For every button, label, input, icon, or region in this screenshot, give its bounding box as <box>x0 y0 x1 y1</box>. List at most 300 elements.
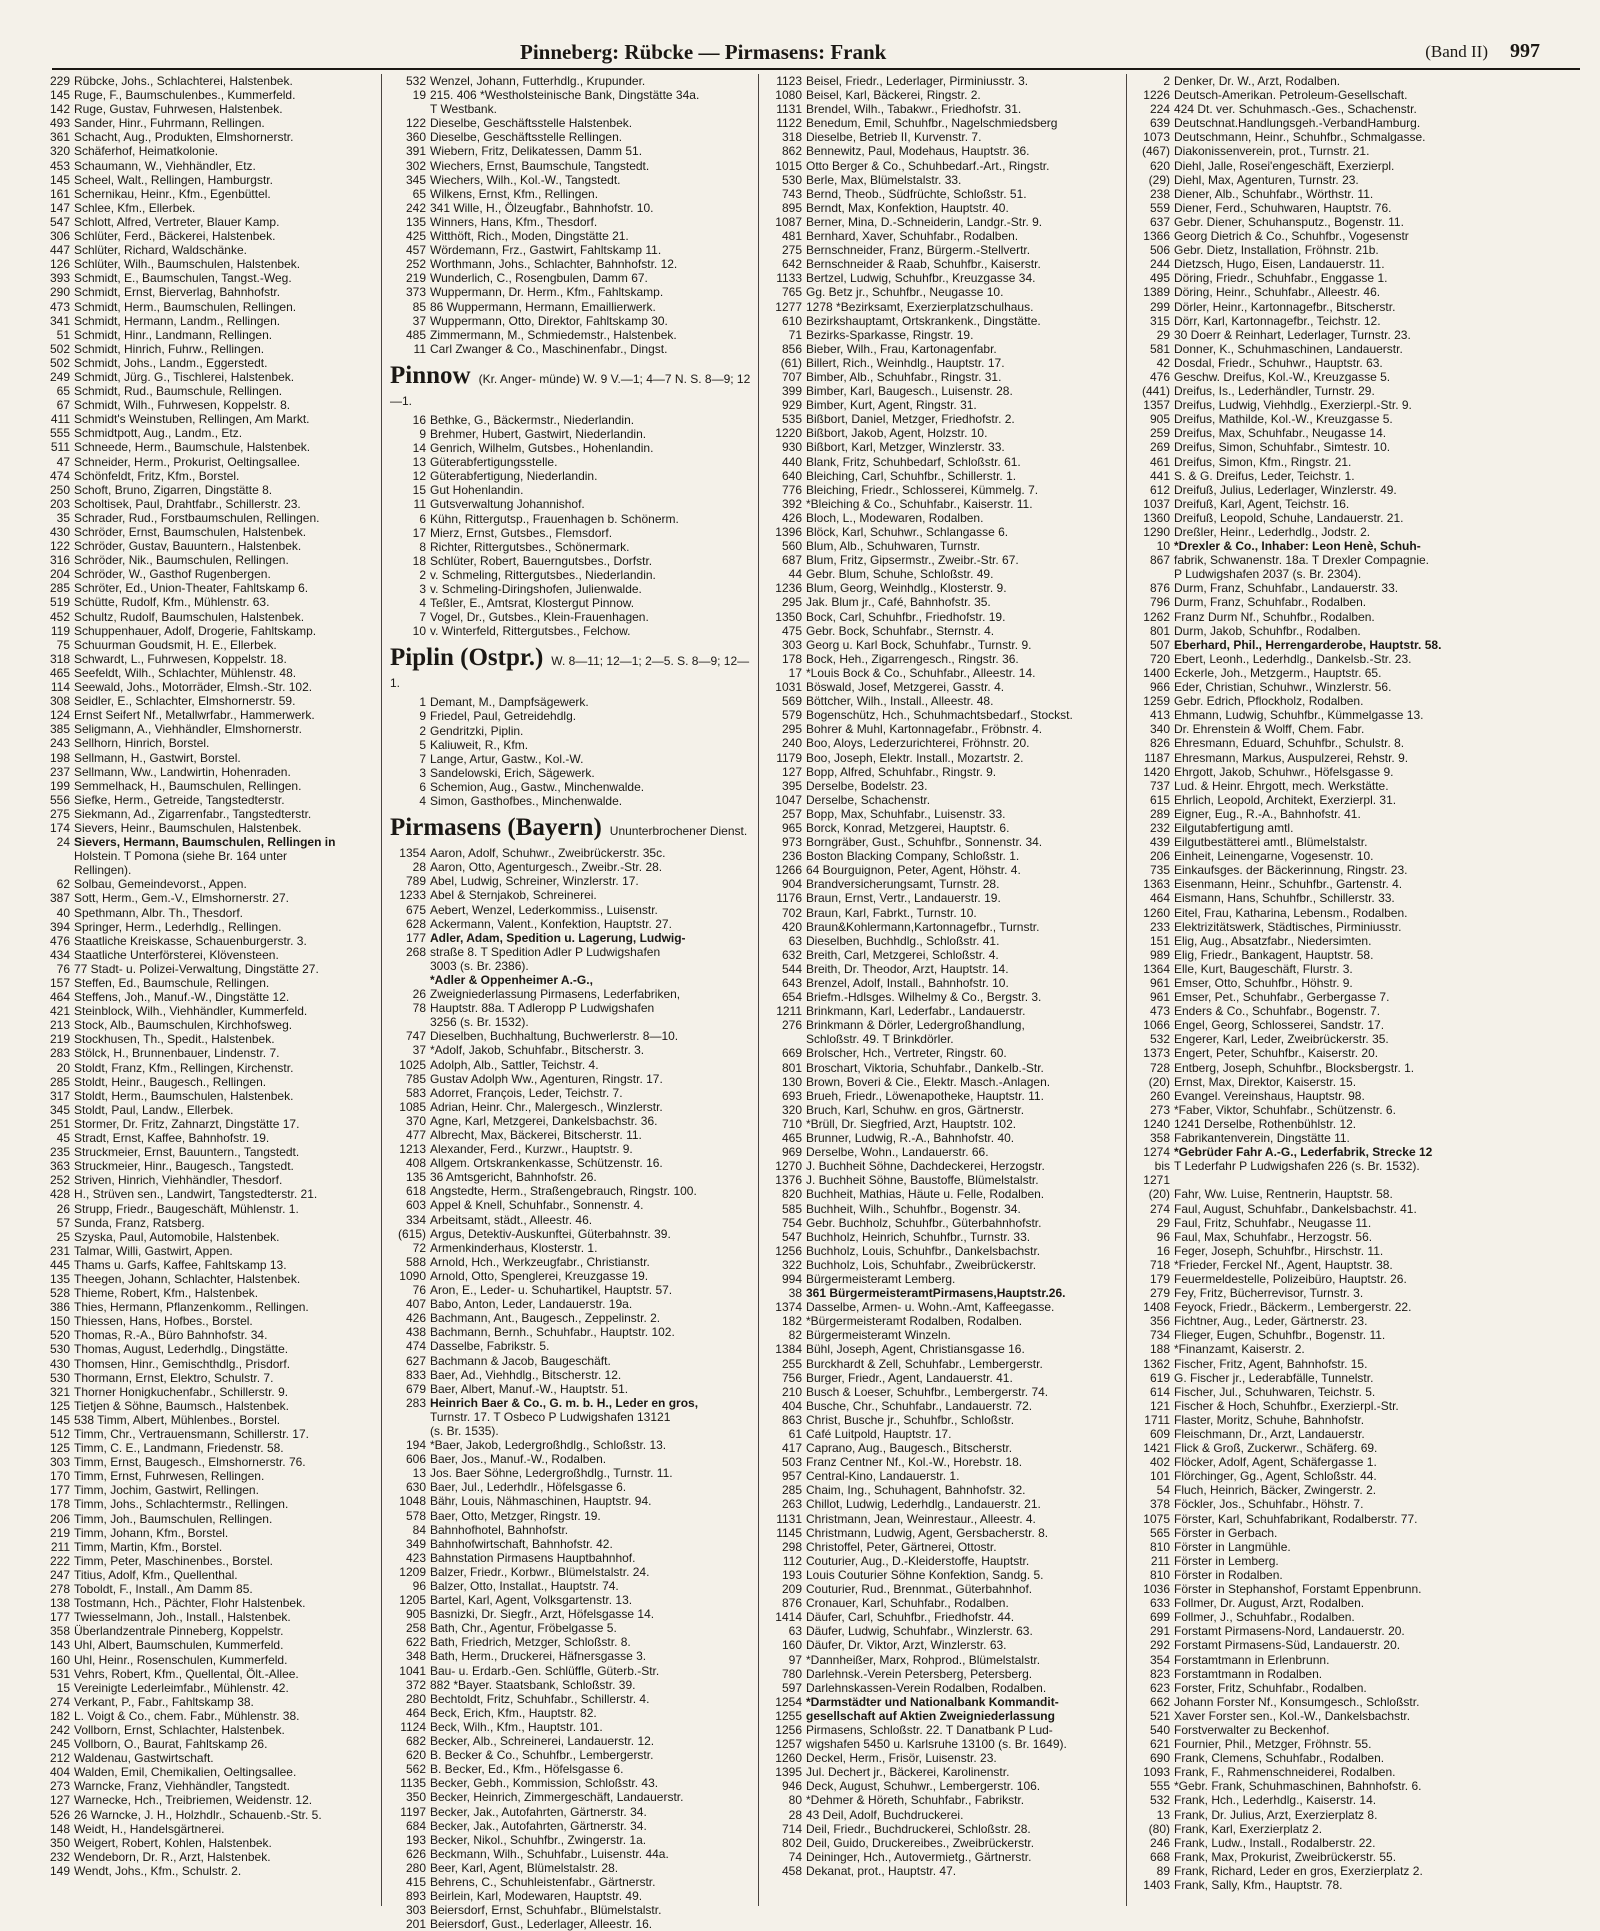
directory-entry <box>386 709 754 723</box>
phone-number: 182 <box>49 1708 70 1723</box>
phone-number: 135 <box>49 1271 70 1286</box>
directory-entry <box>30 1441 376 1455</box>
directory-entry <box>386 1086 754 1100</box>
phone-number: 1197 <box>400 1804 426 1819</box>
directory-entry <box>762 1624 1122 1638</box>
entry-text: Braun&Kohlermann,Kartonnagefbr., Turnstr. <box>806 919 1040 934</box>
phone-number: 57 <box>56 1215 70 1230</box>
phone-number: 1256 <box>775 1722 802 1737</box>
directory-entry <box>386 1819 754 1833</box>
phone-number: 801 <box>781 1060 802 1075</box>
entry-text: Timm, C. E., Landmann, Friedenstr. 58. <box>74 1441 284 1456</box>
directory-entry <box>1130 1737 1506 1751</box>
directory-entry <box>386 1198 754 1212</box>
phone-number: 618 <box>405 1184 426 1199</box>
phone-number: 1213 <box>399 1142 426 1157</box>
phone-number: 243 <box>49 736 70 751</box>
entry-text: Jak. Blum jr., Café, Bahnhofstr. 35. <box>806 595 991 610</box>
entry-text: Feuermeldestelle, Polizeibüro, Hauptstr. 26. <box>1174 1271 1407 1286</box>
directory-entry <box>1130 948 1506 962</box>
directory-entry <box>762 1793 1122 1807</box>
entry-text: Beer, Karl, Agent, Blümelstalstr. 28. <box>430 1860 619 1875</box>
phone-number: 1220 <box>775 426 802 441</box>
phone-number: 765 <box>781 285 802 300</box>
directory-entry <box>1130 1300 1506 1314</box>
entry-text: Schrader, Rud., Forstbaumschulen, Rellingen. <box>74 510 320 525</box>
entry-text: Bezirks-Sparkasse, Ringstr. 19. <box>806 327 974 342</box>
directory-entry <box>30 708 376 722</box>
entry-text: Forstamtmann in Rodalben. <box>1174 1666 1323 1681</box>
entry-text: Brunner, Ludwig, R.-A., Bahnhofstr. 40. <box>806 1131 1015 1146</box>
directory-entry <box>762 1455 1122 1469</box>
entry-text: Sunda, Franz, Ratsberg. <box>74 1215 205 1230</box>
entry-text: Brinkmann & Dörler, Ledergroßhandlung, <box>806 1018 1025 1033</box>
phone-number: 361 <box>49 130 70 145</box>
directory-entry <box>1130 1540 1506 1554</box>
phone-number: 20 <box>56 1060 70 1075</box>
phone-number: 402 <box>1149 1455 1170 1470</box>
directory-entry <box>762 863 1122 877</box>
phone-number: 295 <box>781 722 802 737</box>
phone-number: 632 <box>781 947 802 962</box>
phone-number: 404 <box>781 1398 802 1413</box>
directory-entry <box>762 1497 1122 1511</box>
entry-text: Otto Berger & Co., Schuhbedarf.-Art., Ringstr. <box>806 158 1050 173</box>
directory-entry <box>30 370 376 384</box>
directory-entry <box>762 159 1122 173</box>
entry-text: Appel & Knell, Schuhfabr., Sonnenstr. 4. <box>430 1198 644 1213</box>
directory-entry <box>1130 976 1506 990</box>
entry-text: Diehl, Jalle, Rosei'engeschäft, Exerzierpl. <box>1174 158 1395 173</box>
phone-number: 457 <box>405 243 426 258</box>
entry-text: Dörr, Karl, Kartonnagefbr., Teichstr. 12. <box>1174 313 1381 328</box>
entry-text: Benedum, Emil, Schuhfbr., Nagelschmiedsberg <box>806 116 1058 131</box>
directory-entry <box>386 794 754 808</box>
entry-text: Timm, Johs., Schlachtermstr., Rellingen. <box>74 1497 289 1512</box>
directory-entry <box>762 497 1122 511</box>
phone-number: 378 <box>1149 1497 1170 1512</box>
entry-text: *Finanzamt, Kaiserstr. 2. <box>1174 1342 1305 1357</box>
entry-text: Christmann, Jean, Weinrestaur., Alleestr. 4. <box>806 1511 1036 1526</box>
phone-number: 929 <box>781 398 802 413</box>
entry-text: Steffen, Ed., Baumschule, Rellingen. <box>74 976 270 990</box>
entry-text: Schröter, Ed., Union-Theater, Fahltskamp 6. <box>74 581 309 596</box>
directory-entry <box>1130 751 1506 765</box>
directory-entry <box>30 1526 376 1540</box>
phone-number: 13 <box>1156 1807 1170 1822</box>
directory-entry <box>762 1230 1122 1244</box>
phone-number: 930 <box>781 440 802 455</box>
entry-text: Schloßstr. 49. T Brinkdörler. <box>806 1032 954 1047</box>
phone-number: 232 <box>1149 820 1170 835</box>
entry-text: Timm, Chr., Vertrauensmann, Schillerstr. 17. <box>74 1427 309 1441</box>
directory-entry <box>1130 652 1506 666</box>
phone-number: 276 <box>781 1018 802 1033</box>
entry-text: Entberg, Joseph, Schuhfbr., Blocksbergstr. 1. <box>1174 1060 1415 1075</box>
entry-text: Aron, E., Leder- u. Schuhartikel, Hauptstr. 57. <box>430 1283 673 1298</box>
directory-entry <box>386 1325 754 1339</box>
directory-entry <box>762 426 1122 440</box>
directory-entry <box>762 1018 1122 1032</box>
entry-text: Dieselben, Buchhaltung, Buchwerlerstr. 8—10. <box>430 1029 679 1044</box>
phone-number: 259 <box>1149 426 1170 441</box>
phone-number: 174 <box>49 820 70 835</box>
entry-text: Eilgutabfertigung amtl. <box>1174 820 1294 835</box>
directory-entry <box>1130 1568 1506 1582</box>
phone-number: 946 <box>781 1779 802 1794</box>
phone-number: 1211 <box>776 1004 802 1019</box>
entry-text: Couturier, Rud., Brennmat., Güterbahnhof. <box>806 1582 1033 1597</box>
directory-entry <box>762 1187 1122 1201</box>
directory-entry <box>1130 1202 1506 1216</box>
phone-number: 820 <box>781 1187 802 1202</box>
entry-text: wigshafen 5450 u. Karlsruhe 13100 (s. Br. 1649). <box>806 1737 1067 1752</box>
entry-text: Eder, Christian, Schuhwr., Winzlerstr. 56. <box>1174 680 1392 695</box>
entry-text: Argus, Detektiv-Auskunftei, Güterbahnstr. 39. <box>430 1226 671 1241</box>
directory-entry <box>1130 1413 1506 1427</box>
phone-number: 1124 <box>400 1719 426 1734</box>
phone-number: 1073 <box>1143 130 1170 145</box>
entry-text: Geschw. Dreifus, Kol.-W., Kreuzgasse 5. <box>1174 369 1391 384</box>
directory-entry <box>762 1695 1122 1709</box>
directory-entry <box>762 1342 1122 1356</box>
directory-entry <box>762 1032 1122 1046</box>
entry-text: Wiechers, Ernst, Baumschule, Tangstedt. <box>430 158 650 173</box>
directory-entry <box>762 1836 1122 1850</box>
phone-number: 512 <box>49 1427 70 1441</box>
phone-number: 235 <box>49 1145 70 1160</box>
phone-number: 363 <box>49 1159 70 1174</box>
directory-entry <box>386 173 754 187</box>
entry-text: Deil, Friedr., Buchdruckerei, Schloßstr. 28. <box>806 1821 1031 1836</box>
phone-number: 439 <box>1149 835 1170 850</box>
directory-entry <box>1130 144 1506 158</box>
phone-number: 61 <box>788 1427 802 1441</box>
phone-number: 1363 <box>1143 877 1170 892</box>
directory-entry <box>30 426 376 440</box>
directory-entry <box>386 1255 754 1269</box>
phone-number: 263 <box>781 1497 802 1512</box>
phone-number: 1374 <box>775 1300 802 1315</box>
phone-number: 233 <box>1149 919 1170 934</box>
phone-number: 26 <box>56 1201 70 1216</box>
directory-entry <box>30 102 376 116</box>
phone-number: (80) <box>1148 1821 1170 1836</box>
entry-text: Bachmann & Jacob, Baugeschäft. <box>430 1353 611 1368</box>
directory-entry <box>1130 1004 1506 1018</box>
phone-number: 1240 <box>1143 1116 1170 1131</box>
directory-entry <box>386 610 754 624</box>
entry-text: *Brüll, Dr. Siegfried, Arzt, Hauptstr. 102. <box>806 1116 1017 1131</box>
directory-entry <box>762 948 1122 962</box>
directory-entry <box>762 1667 1122 1681</box>
entry-text: Evangel. Vereinshaus, Hauptstr. 98. <box>1174 1088 1365 1103</box>
directory-entry <box>386 582 754 596</box>
phone-number: 392 <box>781 496 802 511</box>
phone-number: 581 <box>1149 341 1170 356</box>
entry-text: Durm, Franz, Schuhfabr., Landauerstr. 33. <box>1174 581 1399 596</box>
phone-number: 251 <box>49 1116 70 1131</box>
phone-number: 627 <box>405 1353 426 1368</box>
entry-text: Uhl, Albert, Baumschulen, Kummerfeld. <box>74 1638 284 1653</box>
entry-text: Baer, Otto, Metzger, Ringstr. 19. <box>430 1508 601 1523</box>
entry-text: Durm, Jakob, Schuhfbr., Rodalben. <box>1174 623 1361 638</box>
phone-number: 257 <box>781 806 802 821</box>
phone-number: 127 <box>49 1793 70 1808</box>
entry-text: Sandelowski, Erich, Sägewerk. <box>430 765 595 780</box>
phone-number: 530 <box>49 1342 70 1357</box>
directory-entry <box>386 945 754 959</box>
phone-number: 1400 <box>1143 665 1170 680</box>
entry-text: Thomas, August, Lederhdlg., Dingstätte. <box>74 1342 289 1357</box>
page-title: Pinneberg: Rübcke — Pirmasens: Frank <box>520 40 887 64</box>
directory-entry <box>30 173 376 187</box>
phone-number: 204 <box>49 567 70 582</box>
entry-text: Rellingen). <box>74 863 132 878</box>
phone-number: 528 <box>49 1286 70 1301</box>
entry-text: Bopp, Alfred, Schuhfabr., Ringstr. 9. <box>806 764 997 779</box>
entry-text: Berle, Max, Blümelstalstr. 33. <box>806 172 962 187</box>
directory-entry <box>30 1836 376 1850</box>
phone-number: 15 <box>412 483 426 498</box>
directory-entry <box>30 807 376 821</box>
phone-number: 178 <box>781 651 802 666</box>
entry-text: Witthöft, Rich., Moden, Dingstätte 21. <box>430 229 629 244</box>
directory-entry <box>386 1114 754 1128</box>
entry-text: Bahnstation Pirmasens Hauptbahnhof. <box>430 1550 636 1565</box>
phone-number: 209 <box>781 1582 802 1597</box>
phone-number: 242 <box>405 200 426 215</box>
directory-entry <box>1130 610 1506 624</box>
phone-number: 789 <box>405 874 426 889</box>
directory-entry <box>386 888 754 902</box>
entry-text: Becker, Heinrich, Zimmergeschäft, Landauerstr. <box>430 1790 684 1805</box>
directory-entry <box>386 413 754 427</box>
phone-number: 904 <box>781 877 802 892</box>
directory-entry <box>1130 1103 1506 1117</box>
directory-entry <box>762 610 1122 624</box>
entry-text: Zimmermann, M., Schmiedemstr., Halstenbek. <box>430 327 677 342</box>
directory-entry <box>1130 342 1506 356</box>
phone-number: 130 <box>781 1074 802 1089</box>
directory-entry <box>1130 215 1506 229</box>
directory-entry <box>1130 821 1506 835</box>
phone-number: 273 <box>49 1779 70 1794</box>
phone-number: 1357 <box>1143 398 1170 413</box>
entry-text: Bartel, Karl, Agent, Volksgartenstr. 13. <box>430 1593 633 1608</box>
directory-entry <box>762 1399 1122 1413</box>
directory-entry <box>30 469 376 483</box>
phone-number: 495 <box>1149 271 1170 286</box>
directory-entry <box>1130 1455 1506 1469</box>
phone-number: 428 <box>49 1187 70 1202</box>
entry-text: Forstamt Pirmasens-Süd, Landauerstr. 20. <box>1174 1638 1401 1653</box>
phone-number: 303 <box>781 637 802 652</box>
phone-number: 597 <box>781 1680 802 1695</box>
entry-text: Schmidt, Johs., Landm., Eggerstedt. <box>74 355 268 370</box>
phone-number: 441 <box>1149 468 1170 483</box>
directory-entry <box>762 976 1122 990</box>
directory-entry <box>1130 159 1506 173</box>
directory-entry <box>386 1480 754 1494</box>
directory-entry <box>386 874 754 888</box>
entry-text: Förster, Karl, Schuhfabrikant, Rodalberstr. 77. <box>1174 1511 1418 1526</box>
phone-number: 7 <box>419 751 426 766</box>
phone-number: 823 <box>1149 1666 1170 1681</box>
entry-text: Frank, Sally, Kfm., Hauptstr. 78. <box>1174 1878 1343 1892</box>
phone-number: 1226 <box>1143 88 1170 103</box>
phone-number: 473 <box>1149 1004 1170 1019</box>
section-heading <box>390 814 754 842</box>
entry-text: Stradt, Ernst, Kaffee, Bahnhofstr. 19. <box>74 1131 270 1146</box>
entry-text: Xaver Forster sen., Kol.-W., Dankelsbachstr. <box>1174 1708 1411 1723</box>
phone-number: 1414 <box>775 1610 802 1625</box>
phone-number: 615 <box>1149 792 1170 807</box>
phone-number: 269 <box>1149 440 1170 455</box>
entry-text: Bruch, Karl, Schuhw. en gros, Gärtnerstr. <box>806 1102 1025 1117</box>
phone-number: 240 <box>781 736 802 751</box>
directory-entry <box>762 511 1122 525</box>
directory-entry <box>386 1635 754 1649</box>
phone-number: 1266 <box>775 863 802 878</box>
entry-text: Däufer, Carl, Schuhfbr., Friedhofstr. 44. <box>806 1610 1015 1625</box>
directory-entry <box>386 568 754 582</box>
directory-entry <box>30 300 376 314</box>
entry-text: Schmidt, E., Baumschulen, Tangst.-Weg. <box>74 271 292 286</box>
entry-text: Denker, Dr. W., Arzt, Rodalben. <box>1174 74 1341 88</box>
phone-number: 76 <box>412 1283 426 1298</box>
phone-number: 386 <box>49 1300 70 1315</box>
directory-entry <box>30 1258 376 1272</box>
entry-text: Franz Centner Nf., Kol.-W., Horebstr. 18. <box>806 1455 1023 1470</box>
directory-entry <box>386 257 754 271</box>
phone-number: 743 <box>781 186 802 201</box>
phone-number: 408 <box>405 1156 426 1171</box>
entry-text: fabrik, Schwanenstr. 18a. T Drexler Compagnie. <box>1174 553 1430 568</box>
phone-number: 350 <box>405 1790 426 1805</box>
phone-number: 623 <box>1149 1680 1170 1695</box>
phone-number: 194 <box>405 1438 426 1453</box>
phone-number: 1277 <box>775 299 802 314</box>
directory-entry <box>386 931 754 945</box>
phone-number: 28 <box>788 1807 802 1822</box>
entry-text: Diener, Ferd., Schuhwaren, Hauptstr. 76. <box>1174 200 1392 215</box>
phone-number: 29 <box>1156 327 1170 342</box>
directory-entry <box>386 285 754 299</box>
directory-entry <box>386 159 754 173</box>
directory-entry <box>386 1156 754 1170</box>
directory-entry <box>30 1328 376 1342</box>
entry-text: Wiebern, Fritz, Delikatessen, Damm 51. <box>430 144 643 159</box>
entry-text: Schultz, Rudolf, Baumschulen, Halstenbek. <box>74 609 305 624</box>
entry-text: Föckler, Jos., Schuhfabr., Höhstr. 7. <box>1174 1497 1364 1512</box>
directory-entry <box>30 1061 376 1075</box>
entry-text: Kühn, Rittergutsp., Frauenhagen b. Schönerm. <box>430 511 679 526</box>
column-divider <box>1126 74 1127 1906</box>
phone-number: 358 <box>49 1624 70 1639</box>
directory-entry <box>386 1142 754 1156</box>
entry-text: Däufer, Dr. Viktor, Arzt, Winzlerstr. 63. <box>806 1638 1007 1653</box>
directory-entry <box>386 88 754 102</box>
entry-text: Bock, Heh., Zigarrengesch., Ringstr. 36. <box>806 651 1019 666</box>
phone-number: 588 <box>405 1254 426 1269</box>
entry-text: Forstamtmann in Erlenbrunn. <box>1174 1652 1330 1667</box>
directory-entry <box>1130 1061 1506 1075</box>
entry-text: 64 Bourguignon, Peter, Agent, Höhstr. 4. <box>806 863 1021 878</box>
entry-text: *Darmstädter und Nationalbank Kommandit- <box>806 1694 1059 1709</box>
directory-entry <box>762 440 1122 454</box>
phone-number: 520 <box>49 1328 70 1343</box>
phone-number: 6 <box>419 511 426 526</box>
directory-entry <box>1130 1878 1506 1892</box>
directory-entry <box>1130 1723 1506 1737</box>
entry-text: Bürgermeisteramt Winzeln. <box>806 1328 951 1343</box>
phone-number: 555 <box>1149 1779 1170 1794</box>
phone-number: 316 <box>49 553 70 568</box>
entry-text: Buchholz, Heinrich, Schuhfbr., Turnstr. 33. <box>806 1229 1031 1244</box>
phone-number: 285 <box>781 1483 802 1498</box>
directory-entry <box>1130 1667 1506 1681</box>
entry-text: Schmidt, Hinr., Landmann, Rellingen. <box>74 327 273 342</box>
entry-text: 30 Doerr & Reinhart, Lederlager, Turnstr. 23. <box>1174 327 1411 342</box>
phone-number: 219 <box>49 1525 70 1540</box>
phone-number: 112 <box>782 1553 802 1568</box>
directory-entry <box>762 1357 1122 1371</box>
phone-number: 521 <box>1149 1708 1170 1723</box>
phone-number: 1254 <box>775 1694 802 1709</box>
entry-text: Bißbort, Daniel, Metzger, Friedhofstr. 2. <box>806 412 1015 427</box>
phone-number: 302 <box>405 158 426 173</box>
directory-entry <box>1130 1709 1506 1723</box>
phone-number: 268 <box>405 944 426 959</box>
phone-number: 609 <box>1149 1427 1170 1441</box>
phone-number: 63 <box>788 933 802 948</box>
directory-entry <box>762 285 1122 299</box>
directory-entry <box>30 1103 376 1117</box>
phone-number: 8 <box>419 539 426 554</box>
phone-number: 4 <box>419 596 426 611</box>
phone-number: 1257 <box>775 1737 802 1752</box>
directory-entry <box>1130 1596 1506 1610</box>
entry-text: Brehmer, Hubert, Gastwirt, Niederlandin. <box>430 426 647 441</box>
entry-text: Café Luitpold, Hauptstr. 17. <box>806 1427 952 1441</box>
phone-number: 544 <box>781 961 802 976</box>
directory-entry <box>1130 1554 1506 1568</box>
entry-text: Strupp, Friedr., Baugeschäft, Mühlenstr. 1. <box>74 1201 299 1216</box>
directory-entry <box>30 1723 376 1737</box>
phone-number: 610 <box>781 313 802 328</box>
entry-text: Sellmann, H., Gastwirt, Borstel. <box>74 750 241 765</box>
directory-entry <box>386 1382 754 1396</box>
directory-entry <box>30 1272 376 1286</box>
directory-entry <box>762 257 1122 271</box>
directory-entry <box>1130 1765 1506 1779</box>
entry-text: Balzer, Friedr., Korbwr., Blümelstalstr. 24. <box>430 1564 650 1579</box>
phone-number: 303 <box>405 1903 426 1918</box>
directory-entry <box>386 1776 754 1790</box>
entry-text: Elig, Aug., Absatzfabr., Niedersimten. <box>1174 933 1372 948</box>
directory-entry <box>386 469 754 483</box>
phone-number: 1290 <box>1143 525 1170 539</box>
entry-text: Däufer, Ludwig, Schuhfabr., Winzlerstr. 63. <box>806 1624 1033 1639</box>
entry-text: Eckerle, Joh., Metzgerm., Hauptstr. 65. <box>1174 665 1382 680</box>
entry-text: Bernschneider & Raab, Schuhfbr., Kaiserstr. <box>806 257 1041 272</box>
directory-entry <box>30 497 376 511</box>
phone-number: 321 <box>49 1384 70 1399</box>
section-hours: (Kr. Anger- münde) W. 9 V.—1; 4—7 N. S. 8—9; 12—1. <box>390 371 751 408</box>
directory-entry <box>30 610 376 624</box>
entry-text: Siekmann, Ad., Zigarrenfabr., Tangstedterstr. <box>74 806 312 821</box>
